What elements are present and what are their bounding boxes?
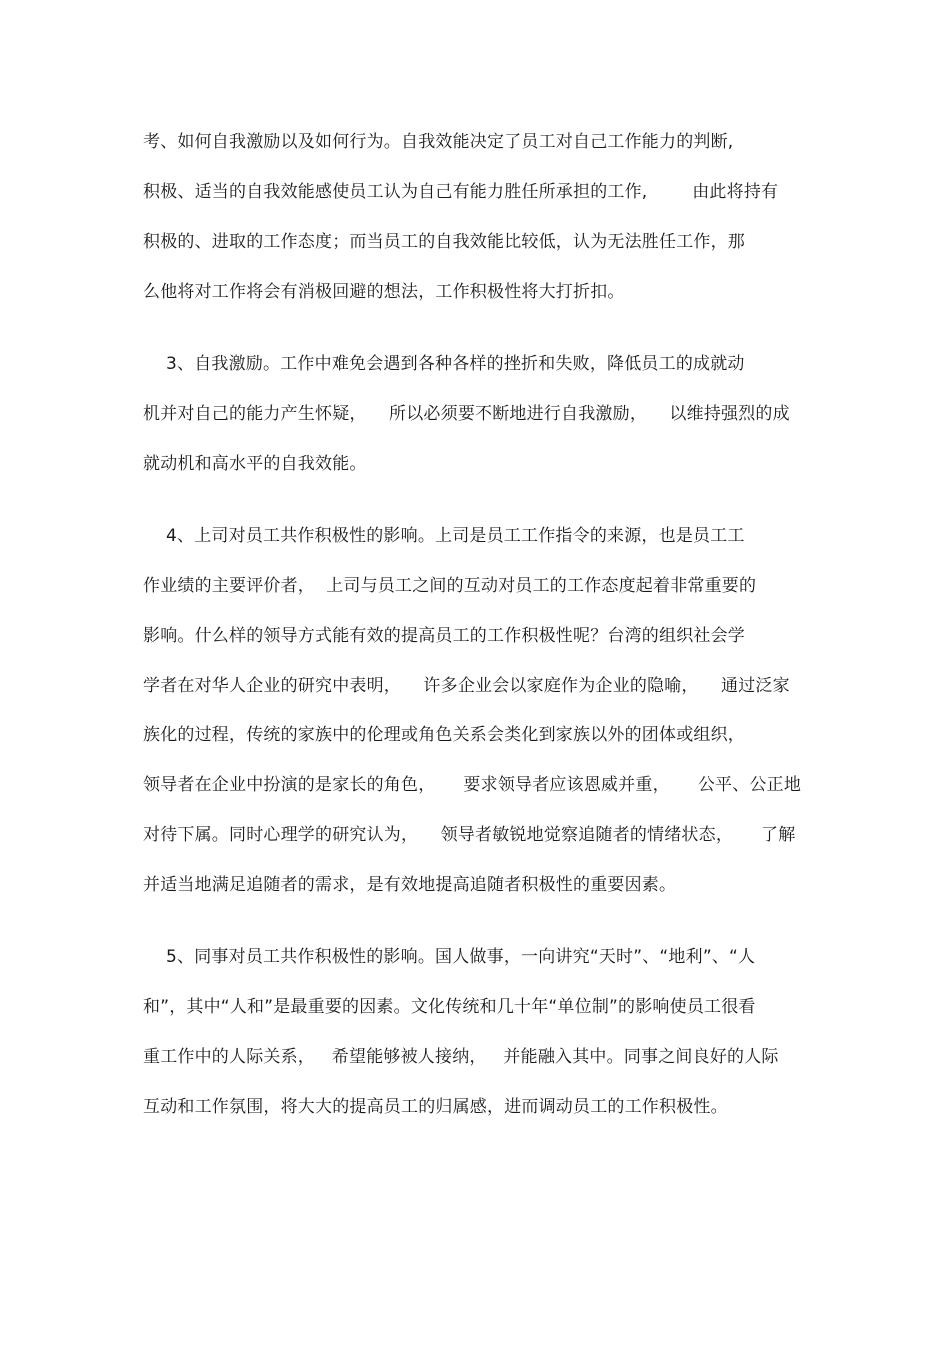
paragraph-1-line-2: 积极、适当的自我效能感使员工认为自己有能力胜任所承担的工作, 由此将持有 [143, 182, 779, 202]
paragraph-4-line-4: 互动和工作氛围，将大大的提高员工的归属感，进而调动员工的工作积极性。 [143, 1097, 728, 1117]
paragraph-3-line-8: 并适当地满足追随者的需求，是有效地提高追随者积极性的重要因素。 [143, 875, 677, 895]
paragraph-3-line-7: 对待下属。同时心理学的研究认为， 领导者敏锐地觉察追随者的情绪状态， 了解 [143, 825, 796, 845]
paragraph-2-line-3: 就动机和高水平的自我效能。 [143, 454, 367, 474]
paragraph-2-line-2: 机并对自己的能力产生怀疑， 所以必须要不断地进行自我激励， 以维持强烈的成 [143, 404, 790, 424]
paragraph-2-line-1: 3、自我激励。工作中难免会遇到各种各样的挫折和失败，降低员工的成就动 [166, 354, 745, 374]
paragraph-4-line-2: 和”，其中“人和”是最重要的因素。文化传统和几十年“单位制”的影响使员工很看 [143, 997, 756, 1017]
paragraph-1-line-1: 考、如何自我激励以及如何行为。自我效能决定了员工对自己工作能力的判断, [143, 132, 734, 152]
paragraph-4-line-3: 重工作中的人际关系， 希望能够被人接纳， 并能融入其中。同事之间良好的人际 [143, 1047, 779, 1067]
paragraph-1-line-4: 么他将对工作将会有消极回避的想法，工作积极性将大打折扣。 [143, 282, 625, 302]
paragraph-3-line-2: 作业绩的主要评价者， 上司与员工之间的互动对员工的工作态度起着非常重要的 [143, 576, 757, 596]
paragraph-1-line-3: 积极的、进取的工作态度；而当员工的自我效能比较低，认为无法胜任工作，那 [143, 232, 745, 252]
paragraph-3-line-6: 领导者在企业中扮演的是家长的角色， 要求领导者应该恩威并重， 公平、公正地 [143, 775, 802, 795]
paragraph-3-line-1: 4、上司对员工共作积极性的影响。上司是员工工作指令的来源，也是员工工 [166, 526, 745, 546]
paragraph-3-line-5: 族化的过程，传统的家族中的伦理或角色关系会类化到家族以外的团体或组织， [143, 725, 745, 745]
paragraph-3-line-4: 学者在对华人企业的研究中表明， 许多企业会以家庭作为企业的隐喻， 通过泛家 [143, 676, 790, 696]
paragraph-4-line-1: 5、同事对员工共作积极性的影响。国人做事，一向讲究“天时”、“地利”、“人 [166, 947, 756, 967]
paragraph-3-line-3: 影响。什么样的领导方式能有效的提高员工的工作积极性呢？台湾的组织社会学 [143, 626, 745, 646]
